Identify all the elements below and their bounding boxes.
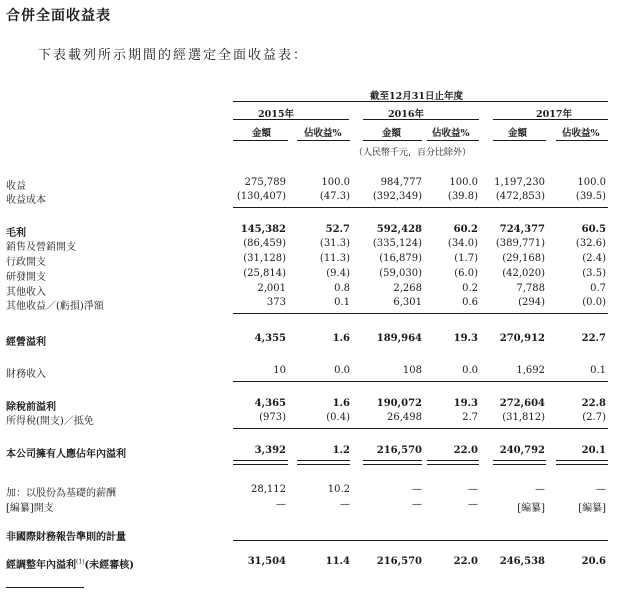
cell: 216,570 — [376, 556, 422, 567]
cell: 100.0 — [449, 177, 478, 188]
col-rule-3 — [363, 140, 422, 141]
cell: 22.0 — [453, 445, 478, 456]
cell: 0.0 — [462, 365, 478, 376]
table-row-profit-for-year — [0, 445, 621, 459]
cell: 1.6 — [332, 398, 350, 409]
row-label: 除稅前溢利 — [6, 402, 56, 413]
cell: 10.2 — [327, 484, 350, 495]
cell: (47.3) — [319, 191, 350, 202]
cell: [編纂] — [578, 503, 606, 514]
adjusted-profit-suffix: (未經審核) — [84, 560, 134, 571]
row-label: 經營溢利 — [6, 337, 46, 348]
cell: (25,814) — [243, 268, 286, 279]
cell: 2,268 — [393, 283, 422, 294]
cell: 60.2 — [453, 224, 478, 235]
cell: — — [596, 484, 606, 495]
row-label: 行政開支 — [6, 257, 46, 268]
cell: 0.6 — [462, 297, 478, 308]
table-row-income-tax — [0, 412, 621, 426]
cell: 20.1 — [581, 445, 606, 456]
cell: [編纂] — [517, 503, 545, 514]
cell: — — [340, 499, 350, 510]
cell: — — [535, 484, 545, 495]
row-label — [6, 556, 134, 571]
row-label: 加：以股份為基礎的薪酬 — [6, 488, 116, 499]
row-label: 收益 — [6, 181, 26, 192]
row-label: 收益成本 — [6, 195, 46, 206]
header-rule-top — [233, 101, 608, 102]
cell: 22.0 — [453, 556, 478, 567]
col-rule-5 — [493, 140, 546, 141]
col-rule-1 — [233, 140, 288, 141]
table-row-gross-profit — [0, 224, 621, 238]
cell: 272,604 — [499, 398, 545, 409]
cell: (59,030) — [379, 268, 422, 279]
cell: (0.0) — [582, 297, 606, 308]
cell: 1,692 — [516, 365, 545, 376]
cell: (29,168) — [502, 253, 545, 264]
cell: (42,020) — [502, 268, 545, 279]
row-label: 其他收入 — [6, 287, 46, 298]
col-amount-2015: 金額 — [252, 128, 272, 139]
cell: (34.0) — [447, 238, 478, 249]
cell: 592,428 — [376, 224, 422, 235]
cell: (31.3) — [319, 238, 350, 249]
cell: (973) — [259, 412, 286, 423]
double-rule-3 — [363, 460, 422, 465]
table-row-finance-income — [0, 365, 621, 379]
table-row-admin-expenses — [0, 253, 621, 267]
cell: (31,128) — [243, 253, 286, 264]
cell: (130,407) — [236, 191, 286, 202]
cell: (0.4) — [326, 412, 350, 423]
subtotal-rule-1 — [233, 207, 608, 208]
cell: (1.7) — [454, 253, 478, 264]
cell: 108 — [402, 365, 422, 376]
row-label: 研發開支 — [6, 272, 46, 283]
cell: (6.0) — [454, 268, 478, 279]
cell: 1.2 — [332, 445, 350, 456]
row-label: 本公司擁有人應佔年內溢利 — [6, 449, 126, 460]
year-rule-2015 — [233, 119, 349, 120]
col-rule-6 — [556, 140, 608, 141]
cell: 0.2 — [462, 283, 478, 294]
cell: 0.1 — [334, 297, 350, 308]
unit-label: （人民幣千元，百分比除外） — [354, 148, 472, 158]
cell: — — [468, 484, 478, 495]
footnote-marker: (1) — [76, 558, 85, 566]
col-rule-4 — [427, 140, 479, 141]
cell: 189,964 — [376, 333, 422, 344]
cell: — — [412, 484, 422, 495]
row-label: [編纂]開支 — [6, 503, 54, 514]
col-pct-2016: 佔收益% — [432, 128, 470, 139]
cell: (11.3) — [319, 253, 350, 264]
double-rule-4 — [427, 460, 479, 465]
cell: 2.7 — [462, 412, 478, 423]
cell: 1,197,230 — [494, 177, 545, 188]
cell: 190,072 — [376, 398, 422, 409]
table-row-profit-before-tax — [0, 398, 621, 412]
cell: 240,792 — [499, 445, 545, 456]
page-title: 合併全面收益表 — [6, 8, 111, 24]
col-amount-2017: 金額 — [508, 128, 528, 139]
subtotal-rule-3 — [233, 381, 608, 382]
cell: 724,377 — [499, 224, 545, 235]
cell: 3,392 — [254, 445, 286, 456]
period-header: 截至12月31日止年度 — [370, 91, 463, 102]
cell: (2.7) — [582, 412, 606, 423]
cell: (86,459) — [243, 238, 286, 249]
table-row-adjusted-profit — [0, 556, 621, 570]
cell: 11.4 — [325, 556, 350, 567]
cell: 19.3 — [453, 333, 478, 344]
col-pct-2017: 佔收益% — [562, 128, 600, 139]
year-2016: 2016年 — [388, 109, 424, 120]
cell: (31,812) — [502, 412, 545, 423]
cell: 2,001 — [257, 283, 286, 294]
cell: 19.3 — [453, 398, 478, 409]
cell: — — [276, 499, 286, 510]
table-row-share-based-comp — [0, 484, 621, 498]
col-amount-2016: 金額 — [382, 128, 402, 139]
cell: 100.0 — [321, 177, 350, 188]
double-rule-2 — [297, 460, 350, 465]
cell: 0.8 — [334, 283, 350, 294]
cell: 0.1 — [590, 365, 606, 376]
cell: 4,355 — [254, 333, 286, 344]
table-row-rd-expenses — [0, 268, 621, 282]
cell: 1.6 — [332, 333, 350, 344]
subtotal-rule-4 — [233, 428, 608, 429]
cell: 246,538 — [499, 556, 545, 567]
row-label: 所得稅(開支)／抵免 — [6, 416, 94, 427]
cell: (472,853) — [495, 191, 545, 202]
row-label: 其他收益／(虧損)淨額 — [6, 301, 104, 312]
row-label: 非國際財務報告準則的計量 — [6, 532, 126, 543]
cell: 145,382 — [240, 224, 286, 235]
cell: 100.0 — [577, 177, 606, 188]
row-label: 財務收入 — [6, 369, 46, 380]
cell: (16,879) — [379, 253, 422, 264]
col-rule-2 — [297, 140, 350, 141]
cell: 52.7 — [325, 224, 350, 235]
cell: (39.5) — [575, 191, 606, 202]
cell: 4,365 — [254, 398, 286, 409]
row-label: 銷售及營銷開支 — [6, 242, 76, 253]
cell: 270,912 — [499, 333, 545, 344]
cell: (392,349) — [372, 191, 422, 202]
subtotal-rule-2 — [233, 313, 608, 314]
cell: 31,504 — [247, 556, 286, 567]
cell: 216,570 — [376, 445, 422, 456]
table-row-selling-expenses — [0, 238, 621, 252]
table-row-other-gains — [0, 297, 621, 311]
year-rule-2017 — [493, 119, 608, 120]
cell: (335,124) — [372, 238, 422, 249]
cell: — — [412, 499, 422, 510]
cell: 0.0 — [334, 365, 350, 376]
cell: 0.7 — [590, 283, 606, 294]
cell: 26,498 — [387, 412, 422, 423]
double-rule-1 — [233, 460, 288, 465]
cell: (389,771) — [495, 238, 545, 249]
cell: 22.8 — [581, 398, 606, 409]
table-row-redacted-expenses — [0, 499, 621, 513]
year-2015: 2015年 — [258, 109, 294, 120]
cell: 22.7 — [581, 333, 606, 344]
cell: (294) — [518, 297, 545, 308]
col-pct-2015: 佔收益% — [304, 128, 342, 139]
cell: 275,789 — [244, 177, 286, 188]
table-row-operating-profit — [0, 333, 621, 347]
cell: 6,301 — [393, 297, 422, 308]
subtotal-rule-5 — [233, 540, 608, 541]
table-row-cost-of-revenue — [0, 191, 621, 205]
cell: 60.5 — [581, 224, 606, 235]
cell: (9.4) — [326, 268, 350, 279]
double-rule-6 — [556, 460, 608, 465]
row-label: 毛利 — [6, 228, 26, 239]
cell: 7,788 — [516, 283, 545, 294]
intro-text: 下表載列所示期間的經選定全面收益表： — [38, 48, 309, 63]
cell: (39.8) — [447, 191, 478, 202]
cell: 10 — [273, 365, 286, 376]
table-row-revenue — [0, 177, 621, 191]
footnote-divider — [6, 587, 84, 588]
cell: 28,112 — [251, 484, 286, 495]
double-rule-5 — [493, 460, 546, 465]
cell: 20.6 — [581, 556, 606, 567]
cell: — — [468, 499, 478, 510]
cell: (32.6) — [575, 238, 606, 249]
year-rule-2016 — [363, 119, 479, 120]
cell: (3.5) — [582, 268, 606, 279]
cell: 984,777 — [380, 177, 422, 188]
cell: 373 — [266, 297, 286, 308]
cell: (2.4) — [582, 253, 606, 264]
table-row-other-income — [0, 283, 621, 297]
adjusted-profit-label: 經調整年內溢利 — [6, 560, 76, 571]
year-2017: 2017年 — [536, 109, 572, 120]
